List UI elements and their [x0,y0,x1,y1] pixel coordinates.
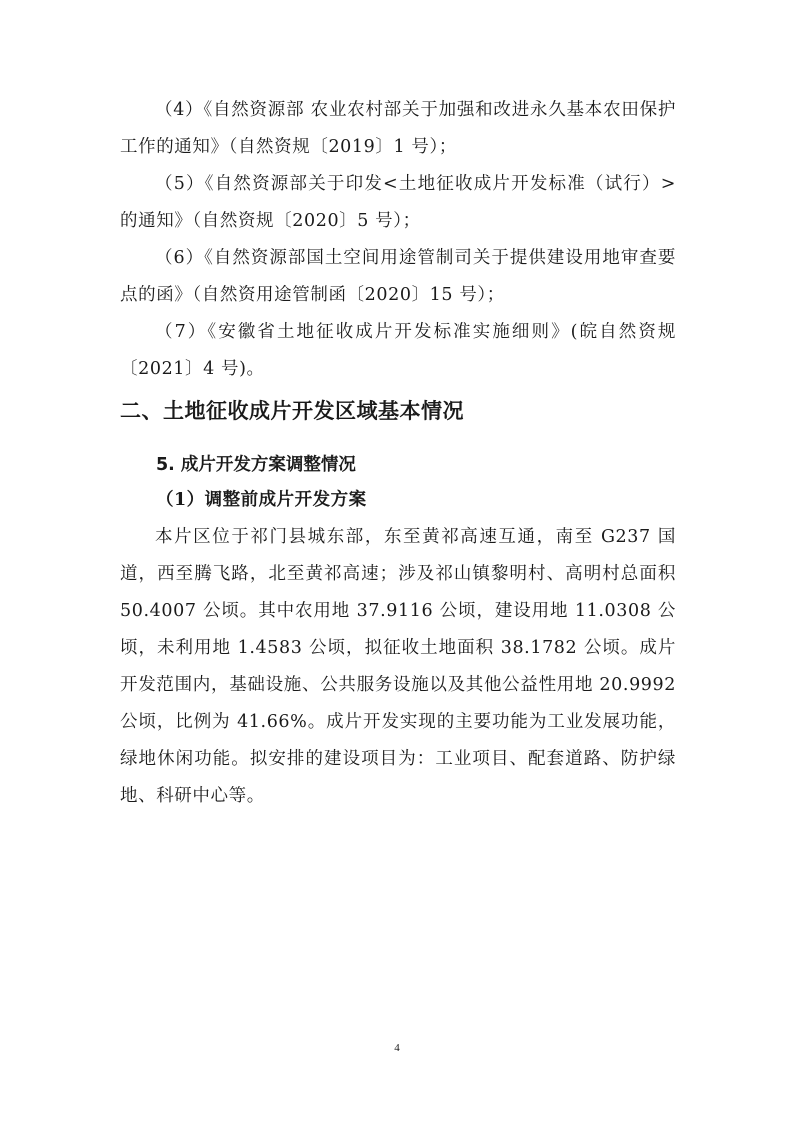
reference-item-4: （4）《自然资源部 农业农村部关于加强和改进永久基本农田保护工作的通知》（自然资规〔2019〕1 号）； [120,100,676,157]
body-paragraph: 本片区位于祁门县城东部，东至黄祁高速互通，南至 G237 国道，西至腾飞路，北至黄祁高速；涉及祁山镇黎明村、高明村总面积 50.4007 公顷。其中农用地 37.9116 公顷，建设用地 11.0308 公顷，未利用地 1.4583 公顷，拟征收土地面积 38.1782 公顷。成片开发范围内，基础设施、公共服务设施以及其他公益性用地 20.9992 公顷，比例为 41.66%。成片开发实现的主要功能为工业发展功能，绿地休闲功能。拟安排的建设项目为：工业项目、配套道路、防护绿地、科研中心等。 [120,527,676,806]
sub-subsection-heading: （1）调整前成片开发方案 [156,490,367,510]
reference-item-5: （5）《自然资源部关于印发<土地征收成片开发标准（试行）>的通知》（自然资规〔2020〕5 号）； [120,174,676,231]
reference-item-6: （6）《自然资源部国土空间用途管制司关于提供建设用地审查要点的函》（自然资用途管制函〔2020〕15 号）； [120,248,676,305]
reference-item-7: （7）《安徽省土地征收成片开发标准实施细则》(皖自然资规〔2021〕4 号)。 [120,322,676,379]
page-number: 4 [394,1042,400,1054]
section-heading: 二、土地征收成片开发区域基本情况 [120,399,464,423]
subsection-heading: 5. 成片开发方案调整情况 [156,455,356,475]
